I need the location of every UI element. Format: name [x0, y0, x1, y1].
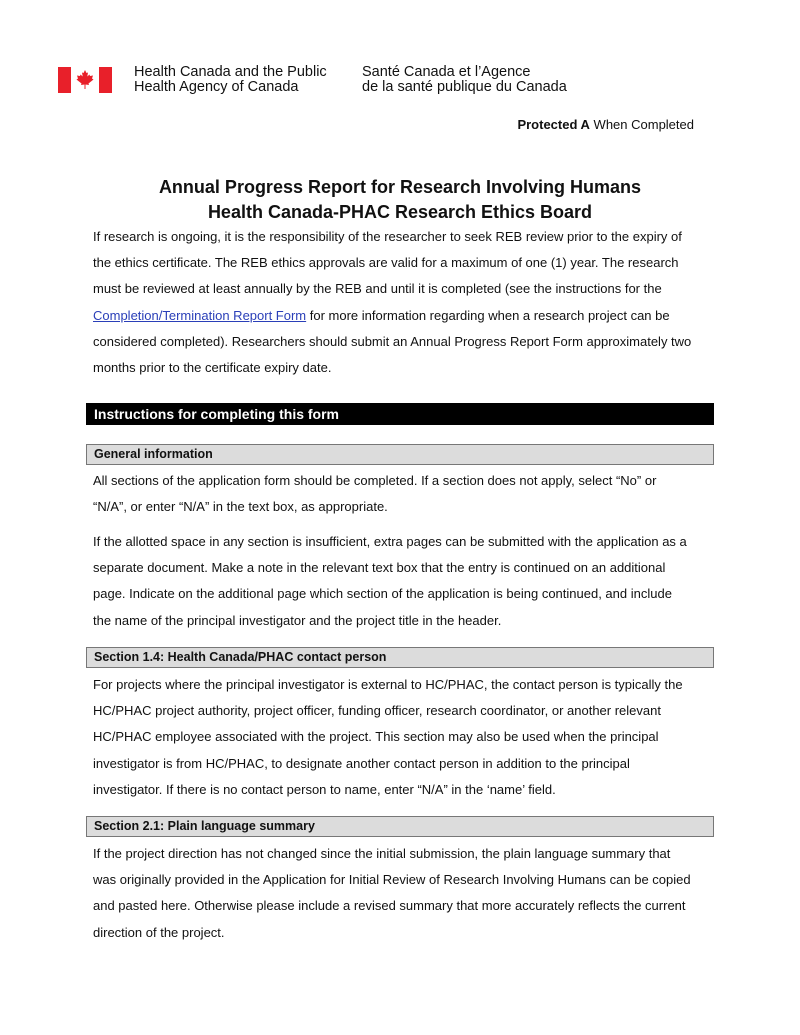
general-info-paragraph-1	[93, 468, 713, 520]
maple-leaf-icon	[76, 70, 94, 90]
general-info-paragraph-2	[93, 529, 713, 634]
text-line: All sections of the application form should be completed. If a section does not apply, select “No” or	[93, 473, 657, 488]
text-line: direction of the project.	[93, 924, 225, 940]
text-line: If the allotted space in any section is insufficient, extra pages can be submitted with the application as a	[93, 534, 687, 549]
section-heading-contact-person: Section 1.4: Health Canada/PHAC contact person	[86, 647, 714, 668]
page-title	[0, 175, 800, 225]
contact-person-paragraph	[93, 672, 713, 803]
text-line: the ethics certificate. The REB ethics approvals are valid for a maximum of one (1) year. The research	[93, 255, 679, 271]
text-fragment: for more information regarding when a research project can be	[306, 307, 670, 323]
section-heading-plain-language-summary: Section 2.1: Plain language summary	[86, 816, 714, 837]
text-line: was originally provided in the Application for Initial Review of Research Involving Humans can be copied	[93, 872, 691, 888]
dept-en-line1: Health Canada and the Public	[134, 64, 327, 80]
department-name-french	[362, 65, 567, 95]
text-line: the name of the principal investigator and the project title in the header.	[93, 612, 502, 628]
intro-paragraph	[93, 224, 713, 381]
completion-termination-form-link[interactable]: Completion/Termination Report Form	[93, 307, 307, 323]
text-line: separate document. Make a note in the relevant text box that the entry is continued on an additional	[93, 560, 666, 576]
instructions-header: Instructions for completing this form	[86, 403, 714, 425]
dept-fr-line2: de la santé publique du Canada	[362, 79, 567, 95]
title-line-1: Annual Progress Report for Research Involving Humans	[158, 177, 642, 197]
text-line: and pasted here. Otherwise please include a revised summary that more accurately reflects the current	[93, 898, 686, 914]
dept-fr-line1: Santé Canada et l’Agence	[362, 64, 531, 80]
text-line	[93, 303, 713, 329]
text-line: HC/PHAC employee associated with the project. This section may also be used when the principal	[93, 729, 659, 745]
text-line: investigator. If there is no contact person to name, enter “N/A” in the ‘name’ field.	[93, 781, 556, 797]
canada-flag-icon	[58, 67, 112, 93]
text-line: investigator is from HC/PHAC, to designate another contact person in addition to the principal	[93, 755, 630, 771]
text-line: If the project direction has not changed since the initial submission, the plain language summary that	[93, 846, 671, 861]
text-line: months prior to the certificate expiry date.	[93, 360, 332, 376]
page-header	[58, 64, 567, 96]
title-line-2: Health Canada-PHAC Research Ethics Board	[207, 202, 593, 222]
dept-en-line2: Health Agency of Canada	[134, 79, 299, 95]
text-line: page. Indicate on the additional page which section of the application is being continued, and include	[93, 586, 672, 602]
text-line: considered completed). Researchers should submit an Annual Progress Report Form approximately two	[93, 333, 692, 349]
classification-level: Protected A	[517, 117, 590, 132]
section-heading-general-information: General information	[86, 444, 714, 465]
department-name-english	[134, 65, 354, 95]
text-line: For projects where the principal investigator is external to HC/PHAC, the contact person is typically the	[93, 677, 683, 692]
text-line: HC/PHAC project authority, project officer, funding officer, research coordinator, or another relevant	[93, 703, 661, 719]
text-line: If research is ongoing, it is the responsibility of the researcher to seek REB review prior to the expiry of	[93, 229, 682, 244]
classification-note: When Completed	[589, 117, 694, 132]
text-line: must be reviewed at least annually by the REB and until it is completed (see the instructions for the	[93, 281, 662, 297]
plain-language-summary-paragraph	[93, 841, 713, 946]
text-line: “N/A”, or enter “N/A” in the text box, as appropriate.	[93, 499, 388, 515]
security-classification	[517, 117, 694, 132]
